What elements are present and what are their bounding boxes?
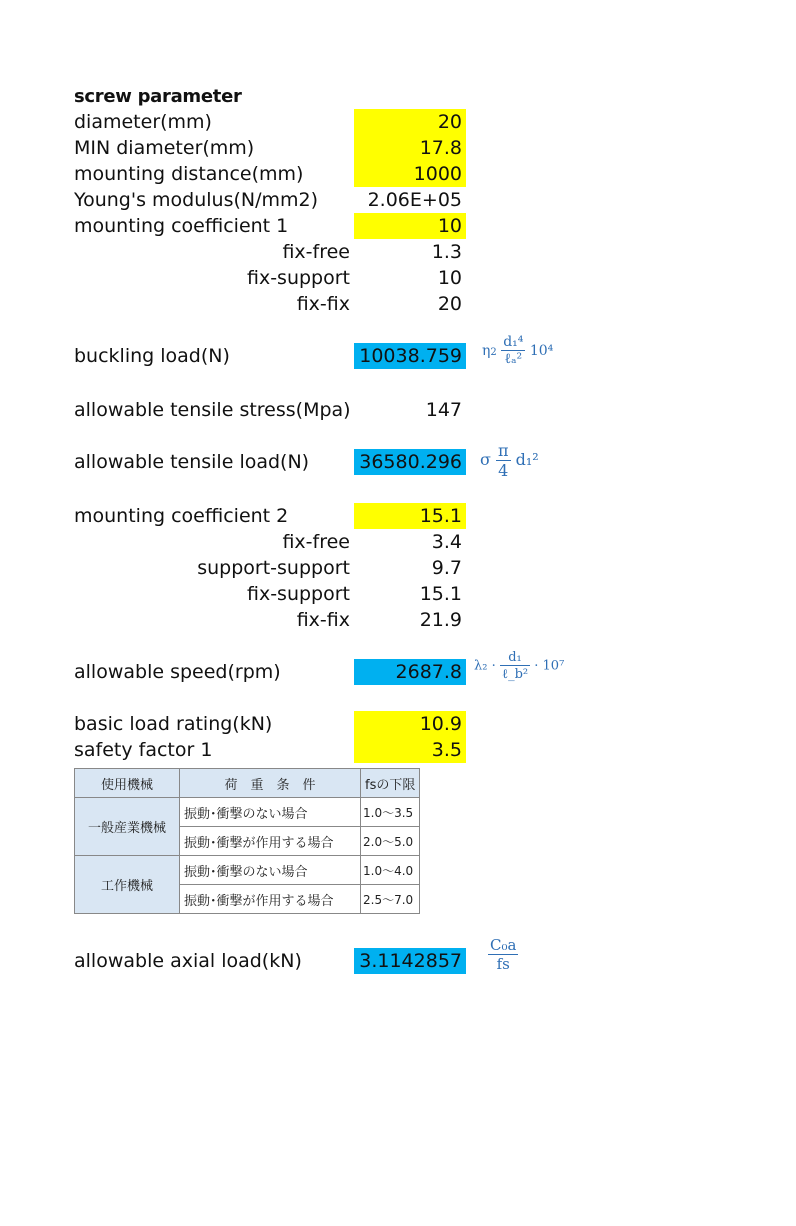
mounting-distance-value[interactable]: 1000 bbox=[354, 161, 466, 187]
speed-fraction bbox=[500, 650, 530, 682]
row-mc1-fix-fix bbox=[0, 291, 796, 317]
table-row bbox=[75, 798, 420, 827]
table-header-row bbox=[75, 769, 420, 798]
youngs-modulus-label: Young's modulus(N/mm2) bbox=[74, 189, 319, 211]
row-safety-factor1 bbox=[0, 737, 796, 763]
safety-factor1-label: safety factor 1 bbox=[74, 739, 213, 761]
mc1-fix-support-label: fix-support bbox=[246, 267, 350, 289]
table-row bbox=[75, 856, 420, 885]
row-allow-axial-load bbox=[0, 948, 796, 974]
row-mc2-fix-free bbox=[0, 529, 796, 555]
basic-load-rating-label: basic load rating(kN) bbox=[74, 713, 273, 735]
condition-cell: 振動･衝撃が作用する場合 bbox=[180, 827, 361, 856]
mounting-distance-label: mounting distance(mm) bbox=[74, 163, 304, 185]
speed-den: ℓ_b² bbox=[501, 667, 529, 682]
min-diameter-label: MIN diameter(mm) bbox=[74, 137, 255, 159]
buckling-num: d₁⁴ bbox=[503, 334, 524, 350]
row-mc2-fix-support bbox=[0, 581, 796, 607]
row-mounting-distance bbox=[0, 161, 796, 187]
row-mc2-fix-fix bbox=[0, 607, 796, 633]
mc1-fix-fix-label: fix-fix bbox=[296, 293, 350, 315]
buckling-coef-sub: 2 bbox=[490, 347, 497, 358]
mc2-support-support-value: 9.7 bbox=[431, 557, 462, 579]
machine-general: 一般産業機械 bbox=[75, 798, 180, 856]
safety-factor1-value[interactable]: 3.5 bbox=[354, 737, 466, 763]
mounting-coef2-label: mounting coefficient 2 bbox=[74, 505, 289, 527]
header-machine: 使用機械 bbox=[75, 769, 180, 798]
buckling-fraction bbox=[501, 334, 525, 368]
axial-fraction bbox=[488, 936, 518, 973]
range-cell: 1.0～3.5 bbox=[361, 798, 420, 827]
mc2-fix-free-label: fix-free bbox=[282, 531, 350, 553]
youngs-modulus-value: 2.06E+05 bbox=[367, 189, 462, 211]
row-youngs-modulus bbox=[0, 187, 796, 213]
mc1-fix-fix-value: 20 bbox=[437, 293, 462, 315]
safety-factor-table bbox=[74, 768, 420, 914]
row-mc1-fix-support bbox=[0, 265, 796, 291]
allow-speed-value: 2687.8 bbox=[354, 659, 466, 685]
row-mc2-support-support bbox=[0, 555, 796, 581]
range-cell: 2.5～7.0 bbox=[361, 885, 420, 914]
allow-tensile-stress-value: 147 bbox=[425, 399, 462, 421]
buckling-coef: η bbox=[482, 343, 491, 359]
mounting-coef1-value[interactable]: 10 bbox=[354, 213, 466, 239]
buckling-den: ℓₐ² bbox=[504, 351, 523, 367]
tensile-sigma: σ bbox=[480, 450, 491, 469]
axial-den: fs bbox=[496, 955, 510, 973]
header-condition: 荷 重 条 件 bbox=[180, 769, 361, 798]
buckling-formula bbox=[482, 334, 553, 368]
buckling-load-label: buckling load(N) bbox=[74, 345, 230, 367]
mounting-coef2-value[interactable]: 15.1 bbox=[354, 503, 466, 529]
allow-axial-load-value: 3.1142857 bbox=[354, 948, 466, 974]
basic-load-rating-value[interactable]: 10.9 bbox=[354, 711, 466, 737]
row-allow-tensile-stress bbox=[0, 397, 796, 423]
machine-tool: 工作機械 bbox=[75, 856, 180, 914]
allow-speed-label: allowable speed(rpm) bbox=[74, 661, 281, 683]
speed-tail: · 10⁷ bbox=[534, 658, 565, 674]
row-buckling-load bbox=[0, 343, 796, 369]
row-allow-tensile-load bbox=[0, 449, 796, 475]
tensile-fraction bbox=[496, 441, 511, 480]
row-min-diameter bbox=[0, 135, 796, 161]
mc2-fix-fix-label: fix-fix bbox=[296, 609, 350, 631]
mounting-coef1-label: mounting coefficient 1 bbox=[74, 215, 289, 237]
axial-formula bbox=[488, 936, 518, 973]
speed-coef: λ₂ · bbox=[474, 658, 496, 674]
row-mounting-coef1 bbox=[0, 213, 796, 239]
allow-tensile-load-label: allowable tensile load(N) bbox=[74, 451, 310, 473]
condition-cell: 振動･衝撃が作用する場合 bbox=[180, 885, 361, 914]
diameter-value[interactable]: 20 bbox=[354, 109, 466, 135]
mc2-fix-support-label: fix-support bbox=[246, 583, 350, 605]
row-allow-speed bbox=[0, 659, 796, 685]
condition-cell: 振動･衝撃のない場合 bbox=[180, 798, 361, 827]
buckling-mult: 10⁴ bbox=[529, 343, 554, 359]
row-mounting-coef2 bbox=[0, 503, 796, 529]
range-cell: 2.0～5.0 bbox=[361, 827, 420, 856]
range-cell: 1.0～4.0 bbox=[361, 856, 420, 885]
row-diameter bbox=[0, 109, 796, 135]
mc2-fix-support-value: 15.1 bbox=[419, 583, 462, 605]
header-fs-min: fsの下限 bbox=[361, 769, 420, 798]
row-basic-load-rating bbox=[0, 711, 796, 737]
mc1-fix-free-label: fix-free bbox=[282, 241, 350, 263]
tensile-tail: d₁² bbox=[515, 450, 539, 469]
mc1-fix-support-value: 10 bbox=[437, 267, 462, 289]
allow-tensile-stress-label: allowable tensile stress(Mpa) bbox=[74, 399, 351, 421]
mc2-fix-free-value: 3.4 bbox=[431, 531, 462, 553]
allow-axial-load-label: allowable axial load(kN) bbox=[74, 950, 302, 972]
speed-num: d₁ bbox=[500, 650, 530, 666]
sheet-title: screw parameter bbox=[74, 86, 242, 107]
axial-num: C₀a bbox=[490, 936, 517, 954]
tensile-formula bbox=[480, 441, 539, 480]
mc1-fix-free-value: 1.3 bbox=[431, 241, 462, 263]
speed-formula bbox=[474, 650, 564, 682]
allow-tensile-load-value: 36580.296 bbox=[354, 449, 466, 475]
tensile-num: π bbox=[498, 441, 509, 460]
condition-cell: 振動･衝撃のない場合 bbox=[180, 856, 361, 885]
min-diameter-value[interactable]: 17.8 bbox=[354, 135, 466, 161]
row-mc1-fix-free bbox=[0, 239, 796, 265]
buckling-load-value: 10038.759 bbox=[354, 343, 466, 369]
tensile-den: 4 bbox=[498, 461, 509, 480]
diameter-label: diameter(mm) bbox=[74, 111, 212, 133]
mc2-fix-fix-value: 21.9 bbox=[419, 609, 462, 631]
mc2-support-support-label: support-support bbox=[197, 557, 350, 579]
